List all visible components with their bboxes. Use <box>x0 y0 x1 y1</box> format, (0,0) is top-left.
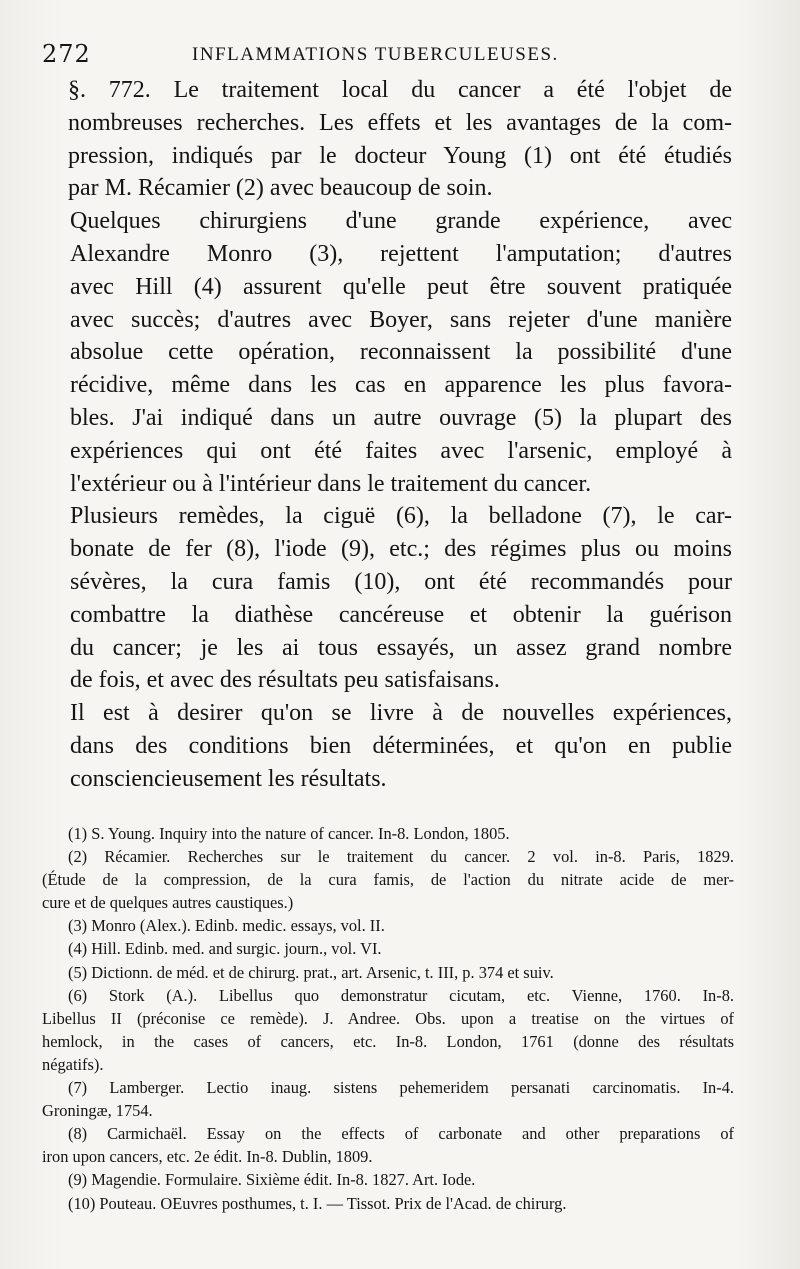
text-line: bles. J'ai indiqué dans un autre ouvrage (5) la plupart des <box>70 404 732 431</box>
page-number: 272 <box>42 40 91 68</box>
paragraph <box>42 205 732 500</box>
footnote-line: (9) Magendie. Formulaire. Sixième édit. In-8. 1827. Art. Iode. <box>68 1170 476 1190</box>
footnote <box>42 1168 734 1191</box>
text-line: du cancer; je les ai tous essayés, un assez grand nombre <box>70 634 732 661</box>
text-line: Quelques chirurgiens d'une grande expérience, avec <box>70 208 732 235</box>
footnote <box>42 822 734 845</box>
footnote-line: (4) Hill. Edinb. med. and surgic. journ., vol. VI. <box>68 939 382 959</box>
text-line: sévères, la cura famis (10), ont été recommandés pour <box>70 568 732 595</box>
footnote <box>42 845 734 914</box>
text-line: l'extérieur ou à l'intérieur dans le traitement du cancer. <box>70 470 592 497</box>
footnote-line: (2) Récamier. Recherches sur le traitement du cancer. 2 vol. in-8. Paris, 1829. <box>68 847 734 867</box>
footnote-line: (6) Stork (A.). Libellus quo demonstratur cicutam, etc. Vienne, 1760. In-8. <box>68 985 734 1005</box>
text-line: avec succès; d'autres avec Boyer, sans rejeter d'une manière <box>70 306 732 333</box>
text-line: Il est à desirer qu'on se livre à de nouvelles expériences, <box>70 700 732 727</box>
paragraph <box>42 74 732 205</box>
footnote-line: iron upon cancers, etc. 2e édit. In-8. Dublin, 1809. <box>42 1147 373 1167</box>
footnote-line: (5) Dictionn. de méd. et de chirurg. prat., art. Arsenic, t. III, p. 374 et suiv. <box>68 962 554 982</box>
footnote-line: (7) Lamberger. Lectio inaug. sistens pehemeridem persanati carcinomatis. In-4. <box>68 1078 734 1098</box>
text-line: avec Hill (4) assurent qu'elle peut être souvent pratiquée <box>70 273 732 300</box>
text-line: absolue cette opération, reconnaissent la possibilité d'une <box>70 339 732 366</box>
footnote-line: (1) S. Young. Inquiry into the nature of cancer. In-8. London, 1805. <box>68 824 510 843</box>
footnote-line: hemlock, in the cases of cancers, etc. In-8. London, 1761 (donne des résultats <box>42 1031 734 1051</box>
footnote <box>42 914 734 937</box>
text-line: récidive, même dans les cas en apparence les plus favora- <box>70 372 732 399</box>
text-line: dans des conditions bien déterminées, et qu'on en publie <box>70 732 732 759</box>
paragraph <box>42 500 732 697</box>
footnotes <box>42 822 734 1215</box>
text-line: pression, indiqués par le docteur Young (1) ont été étudiés <box>68 142 732 169</box>
footnote-line: Groningæ, 1754. <box>42 1101 153 1121</box>
running-title: INFLAMMATIONS TUBERCULEUSES. <box>192 44 559 65</box>
main-text <box>42 74 732 796</box>
footnote-line: Libellus II (préconise ce remède). J. Andree. Obs. upon a treatise on the virtues of <box>42 1008 734 1028</box>
text-line: Plusieurs remèdes, la ciguë (6), la belladone (7), le car- <box>70 503 732 530</box>
text-line: §. 772. Le traitement local du cancer a été l'objet de <box>68 77 732 103</box>
footnote <box>42 1192 734 1215</box>
text-line: nombreuses recherches. Les effets et les avantages de la com- <box>68 109 732 136</box>
footnote-line: (10) Pouteau. OEuvres posthumes, t. I. — Tissot. Prix de l'Acad. de chirurg. <box>68 1193 567 1213</box>
text-line: Alexandre Monro (3), rejettent l'amputation; d'autres <box>70 240 732 267</box>
footnote-line: (Étude de la compression, de la cura famis, de l'action du nitrate acide de mer- <box>42 870 734 890</box>
text-line: bonate de fer (8), l'iode (9), etc.; des régimes plus ou moins <box>70 536 732 563</box>
footnote <box>42 937 734 960</box>
text-line: combattre la diathèse cancéreuse et obtenir la guérison <box>70 601 732 628</box>
text-line: de fois, et avec des résultats peu satisfaisans. <box>70 667 500 694</box>
text-line: expériences qui ont été faites avec l'arsenic, employé à <box>70 437 732 464</box>
text-line: par M. Récamier (2) avec beaucoup de soin. <box>68 175 493 202</box>
footnote-line: (3) Monro (Alex.). Edinb. medic. essays, vol. II. <box>68 916 385 936</box>
footnote <box>42 984 734 1076</box>
footnote <box>42 961 734 984</box>
footnote <box>42 1076 734 1122</box>
footnote-line: cure et de quelques autres caustiques.) <box>42 893 294 913</box>
page-header <box>42 40 742 72</box>
text-line: consciencieusement les résultats. <box>70 765 387 792</box>
paragraph <box>42 697 732 795</box>
footnote <box>42 1122 734 1168</box>
footnote-line: négatifs). <box>42 1054 104 1074</box>
footnote-line: (8) Carmichaël. Essay on the effects of carbonate and other preparations of <box>68 1124 734 1144</box>
